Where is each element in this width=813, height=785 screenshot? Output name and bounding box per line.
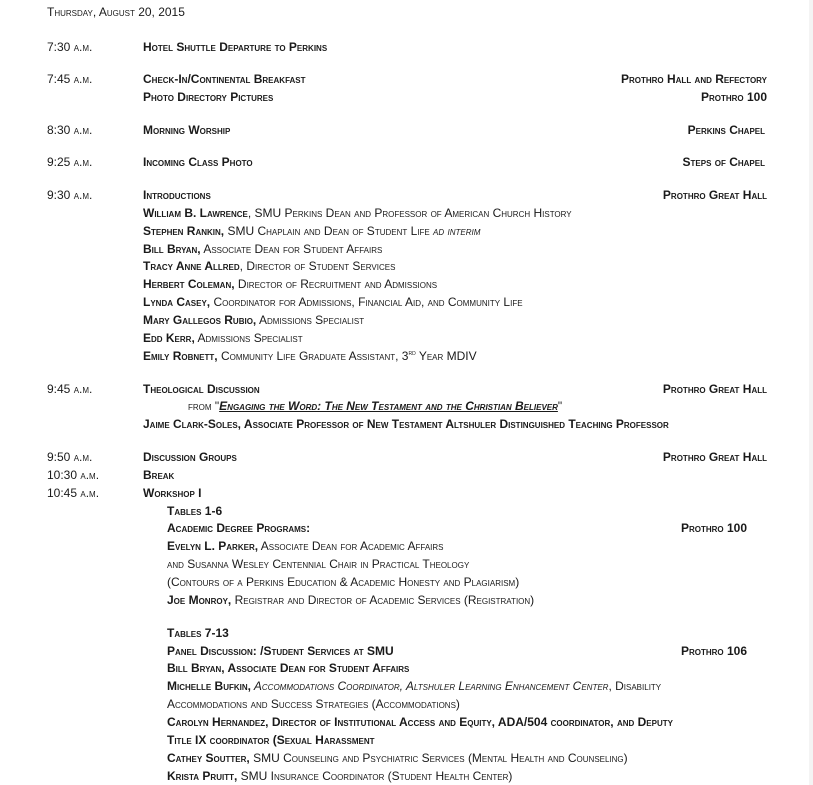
person-line [167, 769, 512, 783]
event-location: Prothro Great Hall [662, 450, 767, 464]
person-name: Michelle Bufkin, [167, 679, 251, 693]
time-value: 9:50 [47, 450, 71, 464]
speaker: Jaime Clark-Soles, Associate Professor of New Testament Altshuler Distinguished Teaching Professor [143, 417, 669, 431]
person-name: Bill Bryan, [143, 242, 201, 256]
event-location: Perkins Chapel [687, 123, 765, 137]
event-title: Workshop I [143, 486, 202, 500]
workshop-location: Prothro 106 [680, 644, 747, 658]
person-role: Community Life Graduate Assistant, 3 [217, 349, 409, 363]
person-role: Coordinator for Admissions, Financial Aid, and Community Life [210, 295, 523, 309]
person-line [167, 679, 661, 693]
person-line [143, 313, 364, 327]
person-name: Mary Gallegos Rubio, [143, 313, 257, 327]
event-time [47, 123, 92, 137]
page-edge [809, 0, 813, 785]
ampm: a.m. [73, 450, 93, 464]
time-value: 9:45 [47, 382, 71, 396]
ampm: a.m. [73, 40, 93, 54]
tables-label: Tables 7-13 [167, 626, 229, 640]
ampm: a.m. [73, 155, 93, 169]
person-line [167, 751, 628, 765]
time-value: 10:45 [47, 486, 78, 500]
event-title: Break [143, 468, 175, 482]
event-location: Prothro Great Hall [662, 188, 767, 202]
person-line [143, 242, 382, 256]
person-role-italic: Accommodations Coordinator, Altshuler Learning Enhancement Center [251, 679, 609, 693]
event-time [47, 40, 92, 54]
workshop-title: Panel Discussion: /Student Services at SMU [167, 644, 394, 658]
person-line [143, 224, 480, 238]
person-line [143, 206, 572, 220]
person-role: Registrar and Director of Academic Services (Registration) [231, 593, 535, 607]
person-line: Bill Bryan, Associate Dean for Student Affairs [167, 661, 410, 675]
time-value: 7:30 [47, 40, 71, 54]
person-line: (Contours of a Perkins Education & Academic Honesty and Plagiarism) [167, 575, 520, 589]
quote-end: " [557, 399, 563, 413]
person-role: Director of Recruitment and Admissions [234, 277, 438, 291]
person-role: Admissions Specialist [256, 313, 365, 327]
event-title: Check-In/Continental Breakfast [143, 72, 306, 86]
event-time [47, 188, 92, 202]
book-reference [188, 399, 562, 413]
person-name: Edd Kerr, [143, 331, 195, 345]
time-value: 8:30 [47, 123, 71, 137]
event-title: Incoming Class Photo [143, 155, 253, 169]
person-line [143, 331, 303, 345]
person-name: Evelyn L. Parker, [167, 539, 259, 553]
person-line [167, 593, 534, 607]
from-label: from " [188, 399, 220, 413]
person-name: Tracy Anne Allred [143, 259, 240, 273]
person-name: Stephen Rankin, [143, 224, 225, 238]
tables-label: Tables 1-6 [167, 504, 223, 518]
person-line: Accommodations and Success Strategies (Accommodations) [167, 697, 460, 711]
event-location: Prothro Hall and Refectory [620, 72, 767, 86]
time-value: 9:25 [47, 155, 71, 169]
ordinal-suffix: rd [408, 350, 416, 357]
person-name: William B. Lawrence [143, 206, 248, 220]
person-line [143, 277, 437, 291]
ampm: a.m. [73, 123, 93, 137]
person-name: Cathey Soutter, [167, 751, 250, 765]
event-title: Discussion Groups [143, 450, 237, 464]
person-line: Carolyn Hernandez, Director of Institutional Access and Equity, ADA/504 coordinator, and Deputy [167, 715, 673, 729]
event-time [47, 486, 99, 500]
person-line: Title IX coordinator (Sexual Harassment [167, 733, 375, 747]
ampm: a.m. [73, 382, 93, 396]
ampm: a.m. [73, 72, 93, 86]
person-role-italic: ad interim [433, 224, 481, 238]
event-location: Steps of Chapel [682, 155, 765, 169]
person-name: Joe Monroy, [167, 593, 232, 607]
person-line [143, 259, 395, 273]
person-name: Lynda Casey, [143, 295, 211, 309]
person-name: Emily Robnett, [143, 349, 218, 363]
person-role: SMU Counseling and Psychiatric Services (Mental Health and Counseling) [249, 751, 628, 765]
event-time [47, 155, 92, 169]
person-role: SMU Chaplain and Dean of Student Life [224, 224, 434, 238]
person-line [143, 295, 523, 309]
event-location: Prothro Great Hall [662, 382, 767, 396]
person-role: , SMU Perkins Dean and Professor of American Church History [247, 206, 572, 220]
person-role: SMU Insurance Coordinator (Student Health Center) [237, 769, 513, 783]
book-title: Engaging the Word: The New Testament and the Christian Believer [219, 399, 558, 413]
person-name: Krista Pruitt, [167, 769, 238, 783]
person-role: Associate Dean for Academic Affairs [258, 539, 444, 553]
person-role: Associate Dean for Student Affairs [200, 242, 383, 256]
time-value: 7:45 [47, 72, 71, 86]
ampm: a.m. [80, 486, 100, 500]
ampm: a.m. [73, 188, 93, 202]
event-title: Hotel Shuttle Departure to Perkins [143, 40, 328, 54]
time-value: 10:30 [47, 468, 78, 482]
person-role: , Director of Student Services [239, 259, 396, 273]
person-role: , Disability [608, 679, 662, 693]
person-line [143, 349, 477, 363]
event-time [47, 450, 92, 464]
person-line: and Susanna Wesley Centennial Chair in Practical Theology [167, 557, 470, 571]
event-location: Prothro 100 [700, 90, 767, 104]
schedule-date: Thursday, August 20, 2015 [47, 5, 185, 19]
person-role: Admissions Specialist [194, 331, 303, 345]
event-time [47, 72, 92, 86]
event-title: Introductions [143, 188, 211, 202]
person-name: Herbert Coleman, [143, 277, 235, 291]
event-title: Morning Worship [143, 123, 231, 137]
workshop-title: Academic Degree Programs: [167, 521, 311, 535]
time-value: 9:30 [47, 188, 71, 202]
ampm: a.m. [80, 468, 100, 482]
person-line [167, 539, 444, 553]
event-time [47, 468, 99, 482]
event-title: Theological Discussion [143, 382, 260, 396]
workshop-location: Prothro 100 [680, 521, 747, 535]
event-time [47, 382, 92, 396]
event-title: Photo Directory Pictures [143, 90, 274, 104]
person-role: Year MDIV [415, 349, 477, 363]
